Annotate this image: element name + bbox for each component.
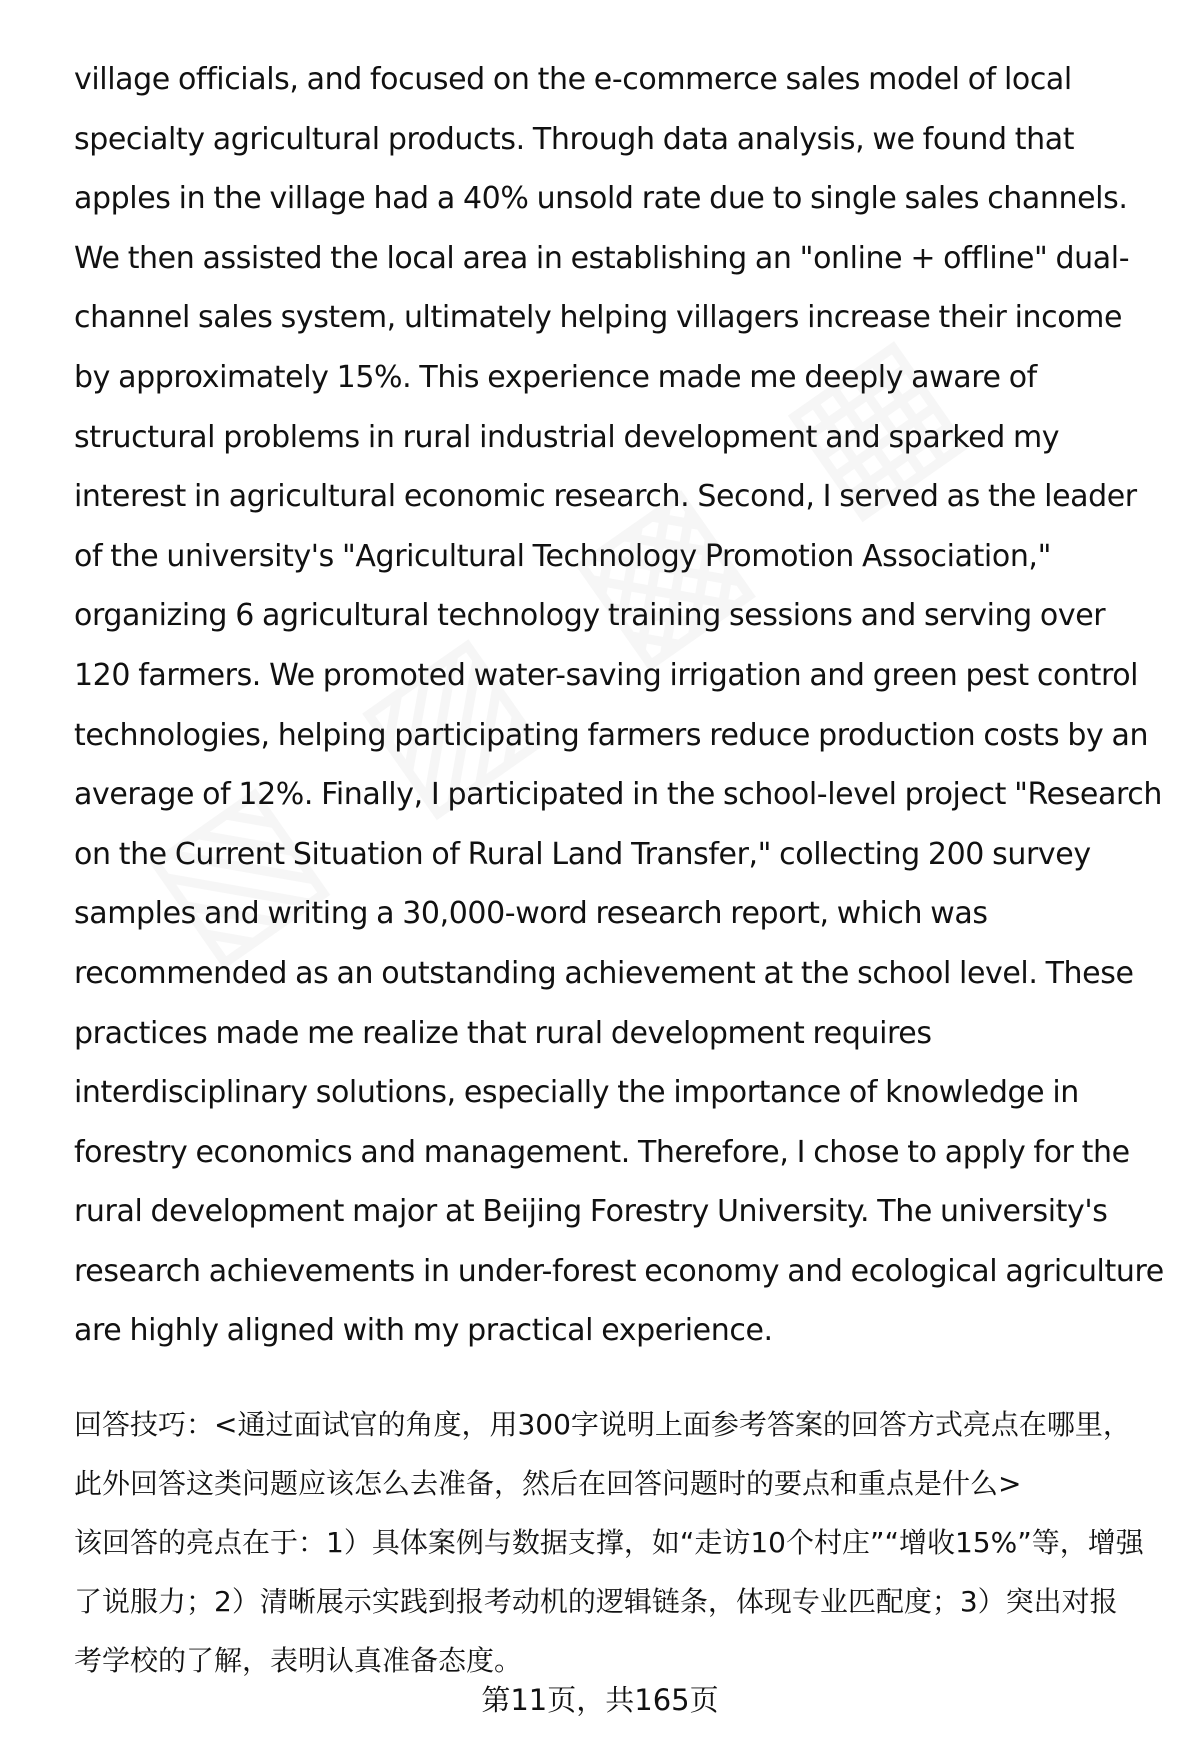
body-paragraph: village officials, and focused on the e-commerce sales model of local specialty agricultural products. Through data analysis, we found that apples in the village had a 40% unsold rate due to single sales channels. We then assisted the local area in establishing an "online + offline" dual-channel sales system, ultimately helping villagers increase their income by approximately 15%. This experience made me deeply aware of structural problems in rural industrial development and sparked my interest in agricultural economic research. Second, I served as the leader of the university's "Agricultural Technology Promotion Association," organizing 6 agricultural technology training sessions and serving over 120 farmers. We promoted water-saving irrigation and green pest control technologies, helping participating farmers reduce production costs by an average of 12%. Finally, I participated in the school-level project "Research on the Current Situation of Rural Land Transfer," collecting 200 survey samples and writing a 30,000-word research report, which was recommended as an outstanding achievement at the school level. These practices made me realize that rural development requires interdisciplinary solutions, especially the importance of knowledge in forestry economics and management. Therefore, I chose to apply for the rural development major at Beijing Forestry University. The university's research achievements in under-forest economy and ecological agriculture are highly aligned with my practical experience. (74, 62, 1164, 1349)
answer-tips-section (74, 1395, 1144, 1690)
page-indicator: 第11页，共165页 (481, 1683, 719, 1717)
tips-content: 该回答的亮点在于：1）具体案例与数据支撑，如“走访10个村庄”“增收15%”等，增强了说服力；2）清晰展示实践到报考动机的逻辑链条，体现专业匹配度；3）突出对报考学校的了解，表明认真准备态度。 (74, 1526, 1144, 1677)
tips-intro: 回答技巧：<通过面试官的角度，用300字说明上面参考答案的回答方式亮点在哪里，此外回答这类问题应该怎么去准备，然后在回答问题时的要点和重点是什么> (74, 1408, 1131, 1500)
